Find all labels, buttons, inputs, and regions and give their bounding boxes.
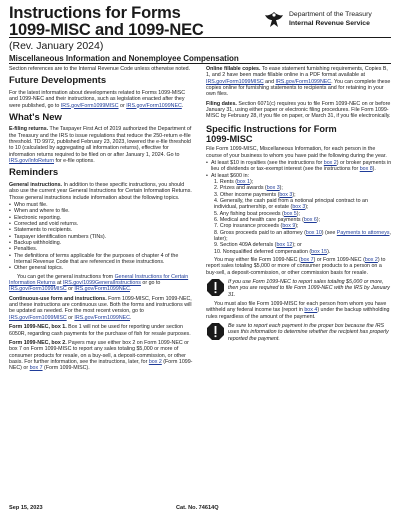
list-item: 7. Crop insurance proceeds (box 9); xyxy=(214,223,299,230)
nec-box2-paragraph: Form 1099-NEC, box 2. Payers may use either box 2 on Form 1099-NEC or box 7 on Form 1099-MISC to report any sales totaling $5,000 or more of consumer products for resale, on a buy-sell, a deposit-commission, or other basis. For further information, see the instructions, later, for box 2 (Form 1099-NEC) or box 7 (Form 1099-MISC). xyxy=(9,339,193,372)
link-form1099nec[interactable]: IRS.gov/Form1099NEC xyxy=(74,314,130,321)
link-form1099misc[interactable]: IRS.gov/Form1099MISC xyxy=(60,102,119,109)
link-form1099nec[interactable]: IRS.gov/Form1099NEC xyxy=(126,102,182,109)
list-item: • Taxpayer identification numbers (TINs). xyxy=(9,234,195,240)
caution-icon xyxy=(207,279,224,296)
list-item: • Backup withholding. xyxy=(9,240,195,246)
caution-icon xyxy=(207,323,224,340)
link-box-2[interactable]: box 2 xyxy=(364,257,378,263)
list-item: • When and where to file. xyxy=(9,208,195,214)
link-box[interactable]: box 5 xyxy=(283,210,297,217)
link-box[interactable]: box 3 xyxy=(292,204,306,211)
title-line-2: 1099-MISC and 1099-NEC xyxy=(9,21,204,39)
title-line-1: Instructions for Forms xyxy=(9,4,181,22)
link-box-4[interactable]: box 4 xyxy=(304,307,318,314)
document-title xyxy=(9,5,204,39)
payment-thresholds-list xyxy=(206,160,392,179)
caution-text: If you use Form 1099-NEC to report sales totaling $5,000 or more, then you are required to file Form 1099-NEC with the IRS by January 31. xyxy=(228,279,390,298)
link-inforeturn[interactable]: IRS.gov/InfoReturn xyxy=(9,158,55,165)
link-form1099misc[interactable]: IRS.gov/Form1099MISC xyxy=(206,78,264,85)
link-box-7[interactable]: box 7 xyxy=(29,365,43,372)
agency-line-1: Department of the Treasury xyxy=(289,11,372,18)
link-box[interactable]: box 15 xyxy=(311,248,328,255)
specific-instructions-heading: Specific Instructions for Form 1099-MISC xyxy=(206,123,337,144)
link-box[interactable]: box 6 xyxy=(303,216,317,223)
list-item: 10. Nonqualified deferred compensation (box 15). xyxy=(214,248,331,255)
get-general-instructions-text: You can get the general instructions from General Instructions for Certain Information Returns at IRS.gov/1099GeneralInstructions or go to IRS.gov/Form1099MISC or IRS.gov/Form1099NEC. xyxy=(9,273,189,293)
link-payments-to-attorneys[interactable]: Payments to attorneys xyxy=(336,229,390,236)
link-box-2[interactable]: box 2 xyxy=(148,358,162,365)
efiling-paragraph: E-filing returns. The Taxpayer First Act of 2019 authorized the Department of the Treasury and the IRS to issue regulations that reduce the 250-return e-file threshold. TD 9972, published February 23, 2023, lowered the e-file threshold to 10 (calculated by aggregating all information returns), effective for information returns required to be filed on or after January 1, 2024. Go to IRS.gov/InfoReturn for e-file options. xyxy=(9,126,192,165)
link-box[interactable]: box 3 xyxy=(266,185,280,192)
future-developments-heading: Future Developments xyxy=(9,75,107,87)
list-item: 2. Prizes and awards (box 3); xyxy=(214,185,283,192)
online-fillable-paragraph: Online fillable copies. To ease statement furnishing requirements, Copies B, 1, and 2 have been made fillable online in a PDF format available at IRS.gov/Form1099MISC and IRS.gov/Form1099NEC. You can complete these copies online for furnishing statements to recipients and for retaining in your own files. xyxy=(206,66,391,98)
header-rule-top xyxy=(9,37,391,38)
link-1099-general-instructions[interactable]: IRS.gov/1099GeneralInstructions xyxy=(62,280,141,287)
link-form1099nec[interactable]: IRS.gov/Form1099NEC xyxy=(275,78,332,85)
must-also-file-paragraph: You must also file Form 1099-MISC for each person from whom you have withheld any federal income tax (report in box 4) under the backup withholding rules regardless of the amount of the payment. xyxy=(206,301,390,320)
list-item: • Statements to recipients. xyxy=(9,227,195,233)
footer-date: Sep 15, 2023 xyxy=(9,505,43,511)
general-topics-list xyxy=(9,202,195,272)
numbered-payments-list xyxy=(206,179,392,255)
list-item: • Other general topics. xyxy=(9,265,195,271)
link-general-instructions[interactable]: General Instructions for Certain Information Returns xyxy=(9,273,189,287)
irs-logo xyxy=(263,9,393,33)
future-developments-text: For the latest information about developments related to Forms 1099-MISC and 1099-NEC and their instructions, such as legislation enacted after they were published, go to IRS.gov/Form1099MISC or IRS.gov/Form1099NEC. xyxy=(9,89,186,109)
list-item: 8. Gross proceeds paid to an attorney (box 10) (see Payments to attorneys, later); xyxy=(214,229,391,242)
header-rule-bottom xyxy=(9,63,391,64)
list-item: 9. Section 409A deferrals (box 12); or xyxy=(214,242,302,249)
link-box[interactable]: box 1 xyxy=(236,178,250,185)
caution-note-2 xyxy=(206,323,392,342)
link-form1099misc[interactable]: IRS.gov/Form1099MISC xyxy=(9,314,67,321)
continuous-use-paragraph: Continuous-use form and instructions. Form 1099-MISC, Form 1099-NEC, and these instructions are continuous use. Both the forms and instructions will be updated as needed. For the most recent version, go to IRS.gov/Form1099MISC or IRS.gov/Form1099NEC. xyxy=(9,295,192,321)
agency-name xyxy=(289,11,372,28)
specific-instructions-text: File Form 1099-MISC, Miscellaneous Information, for each person in the course of your business to whom you have paid the following during the year. xyxy=(206,146,387,159)
link-form1099misc[interactable]: IRS.gov/Form1099MISC xyxy=(9,286,67,293)
general-instructions-paragraph: General instructions. In addition to these specific instructions, you should also use the current year General Instructions for Certain Information Returns. Those general instructions include information about the following topics. xyxy=(9,181,192,201)
list-item: • At least $600 in: xyxy=(206,173,392,179)
list-item: • Penalties. xyxy=(9,246,195,252)
caution-text: Be sure to report each payment in the proper box because the IRS uses this information to determine whether the recipient has properly reported the payment. xyxy=(228,323,389,342)
list-item: • Electronic reporting. xyxy=(9,215,195,221)
left-column xyxy=(9,66,195,375)
link-box[interactable]: box 12 xyxy=(276,242,293,249)
link-box[interactable]: box 9 xyxy=(282,223,296,230)
revision-date: (Rev. January 2024) xyxy=(9,40,104,52)
link-box[interactable]: box 10 xyxy=(305,229,322,236)
footer-catalog-number: Cat. No. 74614Q xyxy=(176,505,219,511)
link-box-7[interactable]: box 7 xyxy=(300,257,314,263)
right-column xyxy=(206,66,392,345)
intro-text: Section references are to the Internal Revenue Code unless otherwise noted. xyxy=(9,66,191,72)
link-box[interactable]: box 3 xyxy=(279,191,293,198)
caution-note-1 xyxy=(206,279,392,298)
reminders-heading: Reminders xyxy=(9,167,59,179)
list-item: 1. Rents (box 1); xyxy=(214,178,254,185)
list-item: • Who must file. xyxy=(9,202,195,208)
link-box-8[interactable]: box 8 xyxy=(359,166,373,173)
list-item: 6. Medical and health care payments (box 6); xyxy=(214,216,321,223)
either-file-paragraph: You may either file Form 1099-NEC (box 7) or Form 1099-NEC (box 2) to report sales totaling $5,000 or more of consumer products to a person on a buy-sell, a deposit-commission, or other commission basis for resale. xyxy=(206,257,386,276)
list-item: • The definitions of terms applicable for the purposes of chapter 4 of the Internal Revenue Code that are referenced in these instructions. xyxy=(9,253,195,266)
link-box-2[interactable]: box 2 xyxy=(323,159,337,166)
list-item: • At least $10 in royalties (see the instructions for box 2) or broker payments in lieu of dividends or tax-exempt interest (see the instructions for box 8). xyxy=(206,160,392,173)
document-subtitle: Miscellaneous Information and Nonemployee Compensation xyxy=(9,54,239,63)
list-item: 4. Generally, the cash paid from a notional principal contract to an individual, partnership, or estate (box 3); xyxy=(214,197,368,211)
whats-new-heading: What's New xyxy=(9,111,62,123)
filing-dates-paragraph: Filing dates. Section 6071(c) requires you to file Form 1099-NEC on or before January 31, using either paper or electronic filing procedures. File Form 1099-MISC by February 28, if you file on paper, or March 31, if you file electronically. xyxy=(206,100,391,120)
list-item: 3. Other income payments (box 3); xyxy=(214,191,296,198)
list-item: • Corrected and void returns. xyxy=(9,221,195,227)
nec-box1-paragraph: Form 1099-NEC, box 1. Box 1 will not be used for reporting under section 6050R, regarding cash payments for the purchase of fish for resale purposes. xyxy=(9,324,191,337)
agency-line-2: Internal Revenue Service xyxy=(289,19,370,27)
list-item: 5. Any fishing boat proceeds (box 5); xyxy=(214,210,301,217)
irs-eagle-icon xyxy=(263,9,285,31)
link-form1099nec[interactable]: IRS.gov/Form1099NEC xyxy=(74,286,130,293)
